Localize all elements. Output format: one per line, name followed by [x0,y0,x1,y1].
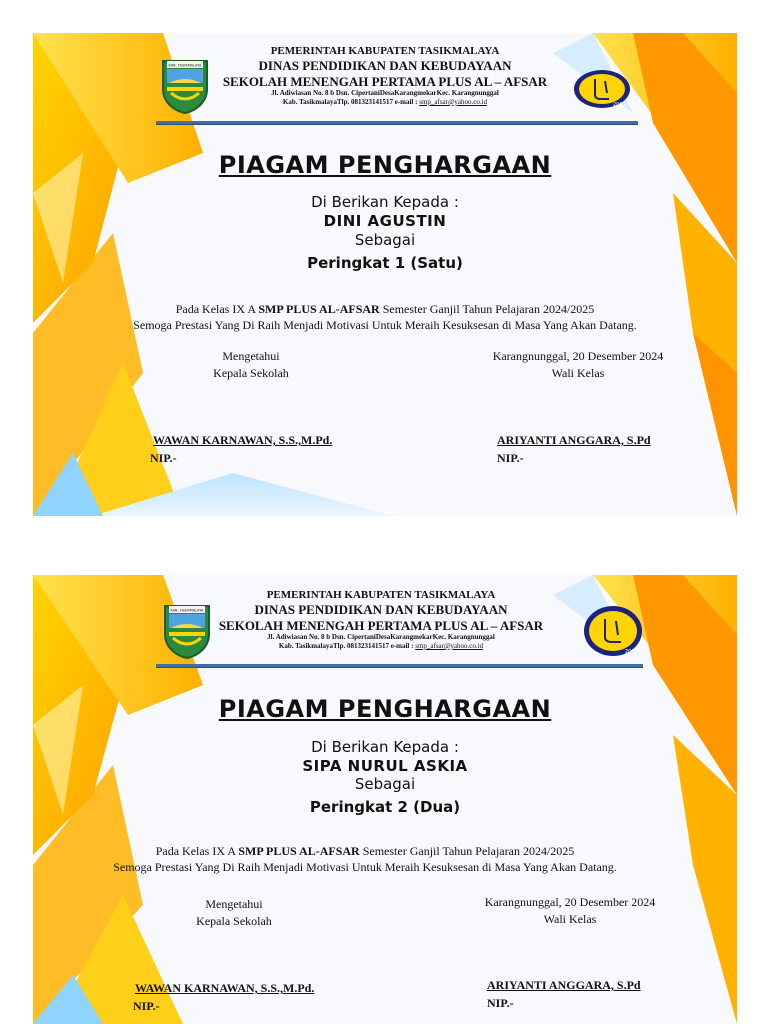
as-label: Sebagai [354,775,416,793]
homeroom-block: Karangnunggal, 20 Desember 2024 Wali Kelas [484,895,656,926]
principal-nip: NIP.- [150,451,177,465]
letterhead-contact: Kab. TasikmalayaTlp. 081323141517 e-mail : smp_afsar@yahoo.co.id [278,641,484,650]
homeroom-nip: NIP.- [497,451,524,465]
homeroom-name: ARIYANTI ANGGARA, S.Pd [487,978,641,992]
principal-nip: NIP.- [133,999,160,1013]
email-link[interactable]: smp_afsar@yahoo.co.id [415,641,484,650]
certificate-1 [33,33,737,516]
letterhead-address: Jl. Adiwiasan No. 8 b Dsn. CipertaniDesaKarangmekarKec. Karangnunggal [271,89,499,98]
letterhead-address: Jl. Adiwiasan No. 8 b Dsn. CipertaniDesaKarangmekarKec. Karangnunggal [267,633,495,642]
logo-left-text: KAB. TASIKMALAYA [170,608,204,613]
letterhead-line3: SEKOLAH MENENGAH PERTAMA PLUS AL – AFSAR [222,73,548,89]
recipient-name: DINI AGUSTIN [323,212,447,230]
email-link[interactable]: smp_afsar@yahoo.co.id [419,97,488,106]
letterhead-line2: DINAS PENDIDIKAN DAN KEBUDAYAAN [254,602,508,618]
certificate-title: PIAGAM PENGHARGAAN [218,151,552,179]
letterhead-line1: PEMERINTAH KABUPATEN TASIKMALAYA [270,45,500,57]
as-label: Sebagai [354,231,416,249]
letterhead [33,589,733,650]
rank-label: Peringkat 1 (Satu) [307,254,463,272]
letterhead-divider [156,121,638,125]
letterhead-line3: SEKOLAH MENENGAH PERTAMA PLUS AL – AFSAR [218,617,544,633]
principal-name: WAWAN KARNAWAN, S.S.,M.Pd. [153,433,333,447]
certificate-2 [33,575,737,1024]
homeroom-nip: NIP.- [487,996,514,1010]
principal-name: WAWAN KARNAWAN, S.S.,M.Pd. [135,981,315,995]
homeroom-name: ARIYANTI ANGGARA, S.Pd [497,433,651,447]
recipient-name: SIPA NURUL ASKIA [302,757,468,775]
letterhead-contact: Kab. TasikmalayaTlp. 081323141517 e-mail : smp_afsar@yahoo.co.id [282,97,488,106]
given-to-label: Di Berikan Kepada : [311,738,459,756]
letterhead [33,45,737,106]
homeroom-block: Karangnunggal, 20 Desember 2024 Wali Kelas [492,349,664,380]
given-to-label: Di Berikan Kepada : [311,193,459,211]
letterhead-line2: DINAS PENDIDIKAN DAN KEBUDAYAAN [258,58,512,74]
certificate-body: Pada Kelas IX A SMP PLUS AL-AFSAR Semester Ganjil Tahun Pelajaran 2024/2025 Semoga Prestasi Yang Di Raih Menjadi Motivasi Untuk Meraih Kesuksesan di Masa Yang Akan Datang. [133,302,637,332]
logo-right-year: 2005 [613,102,626,108]
logo-right-year: 2005 [625,649,638,655]
principal-block: Mengetahui Kepala Sekolah [196,897,272,928]
letterhead-divider [156,664,643,668]
logo-left-text: KAB. TASIKMALAYA [168,63,202,68]
principal-block: Mengetahui Kepala Sekolah [213,349,289,380]
certificate-body: Pada Kelas IX A SMP PLUS AL-AFSAR Semester Ganjil Tahun Pelajaran 2024/2025 Semoga Prestasi Yang Di Raih Menjadi Motivasi Untuk Meraih Kesuksesan di Masa Yang Akan Datang. [113,844,617,874]
letterhead-line1: PEMERINTAH KABUPATEN TASIKMALAYA [266,589,496,601]
certificate-title: PIAGAM PENGHARGAAN [218,695,552,723]
rank-label: Peringkat 2 (Dua) [309,798,461,816]
